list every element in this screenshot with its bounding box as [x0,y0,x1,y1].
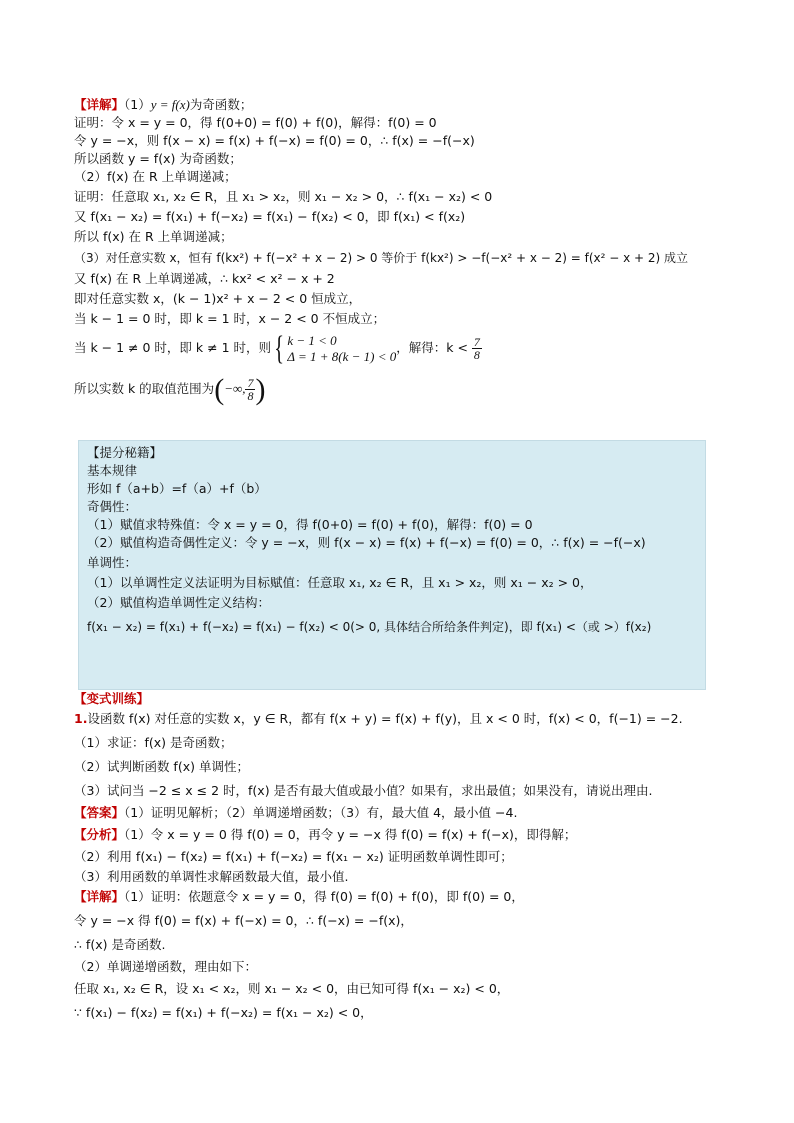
solution-line-11: 即对任意实数 x，(k − 1)x² + x − 2 < 0 恒成立， [74,291,362,306]
answer-line: 【答案】（1）证明见解析；（2）单调递增函数；（3）有，最大值 4，最小值 −4. [74,805,518,820]
tips-line: 基本规律 [87,463,138,478]
analysis-line-3: （3）利用函数的单调性求解函数最大值，最小值. [74,869,349,884]
solution-line-3: 令 y = −x，则 f(x − x) = f(x) + f(−x) = f(0) = 0，∴ f(x) = −f(−x) [74,133,475,148]
question-part-3: （3）试问当 −2 ≤ x ≤ 2 时，f(x) 是否有最大值或最小值？如果有，求出最值；如果没有，请说出理由. [74,783,653,798]
solution-line-4: 所以函数 y = f(x) 为奇函数； [74,151,242,166]
detail-line-2: 令 y = −x 得 f(0) = f(x) + f(−x) = 0，∴ f(−x) = −f(x)， [74,913,413,928]
question-part-2: （2）试判断函数 f(x) 单调性； [74,759,249,774]
fraction-range-bound: $\frac{7}{8}$ [247,376,254,403]
tips-line: （2）赋值构造奇偶性定义：令 y = −x，则 f(x − x) = f(x) + f(−x) = f(0) = 0，∴ f(x) = −f(−x) [87,535,646,550]
detail-line-4: （2）单调递增函数，理由如下： [74,959,257,974]
exercise-title: 【变式训练】 [74,691,150,706]
tips-line: 单调性： [87,555,138,570]
detail-line-6: ∵ f(x₁) − f(x₂) = f(x₁) + f(−x₂) = f(x₁ − x₂) < 0， [74,1005,373,1020]
solution-line-6: 证明：任意取 x₁, x₂ ∈ R，且 x₁ > x₂，则 x₁ − x₂ > 0，∴ f(x₁ − x₂) < 0 [74,189,493,204]
detail-line-5: 任取 x₁, x₂ ∈ R，设 x₁ < x₂，则 x₁ − x₂ < 0，由已知可得 f(x₁ − x₂) < 0， [74,981,510,996]
tips-line: 奇偶性： [87,499,138,514]
tips-title: 【提分秘籍】 [87,445,163,460]
tips-line: （1）赋值求特殊值：令 x = y = 0，得 f(0+0) = f(0) + f(0)，解得：f(0) = 0 [87,517,533,532]
solution-line-1: 【详解】（1）y = f(x)为奇函数； [74,97,253,112]
detail-tag: 【详解】 [74,97,125,112]
tips-box [78,440,706,690]
tips-line: （1）以单调性定义法证明为目标赋值：任意取 x₁, x₂ ∈ R，且 x₁ > x₂，则 x₁ − x₂ > 0， [87,575,593,590]
solution-line-5: （2）f(x) 在 R 上单调递减； [74,169,237,184]
analysis-line-2: （2）利用 f(x₁) − f(x₂) = f(x₁) + f(−x₂) = f(x₁ − x₂) 证明函数单调性即可； [74,849,513,864]
tips-line: （2）赋值构造单调性定义结构： [87,595,270,610]
solution-line-14: 所以实数 k 的取值范围为(−∞, $\frac{7}{8}$ ) [74,372,266,406]
fraction-seven-eighths: $\frac{7}{8}$ [473,335,480,362]
detail-line-3: ∴ f(x) 是奇函数. [74,937,166,952]
solution-line-13: 当 k − 1 ≠ 0 时，即 k ≠ 1 时，则{ k − 1 < 0 Δ = 1 + 8(k − 1) < 0 ，解得：k < $\frac{7}{8}$ [74,329,480,367]
question-part-1: （1）求证：f(x) 是奇函数； [74,735,233,750]
question-stem: 1.设函数 f(x) 对任意的实数 x，y ∈ R，都有 f(x + y) = f(x) + f(y)，且 x < 0 时，f(x) < 0，f(−1) = −2. [74,711,683,726]
solution-line-9: （3）对任意实数 x，恒有 f(kx²) + f(−x² + x − 2) > 0 等价于 f(kx²) > −f(−x² + x − 2) = f(x² − x + 2) 成立 [74,251,689,265]
solution-line-2: 证明：令 x = y = 0，得 f(0+0) = f(0) + f(0)，解得：f(0) = 0 [74,115,437,130]
detail-line-1: 【详解】（1）证明：依题意令 x = y = 0，得 f(0) = f(0) + f(0)，即 f(0) = 0， [74,889,524,904]
question-number: 1. [74,711,88,726]
tips-line: f(x₁ − x₂) = f(x₁) + f(−x₂) = f(x₁) − f(x₂) < 0(> 0, 具体结合所给条件判定)，即 f(x₁) <（或 >）f(x₂) [87,620,652,634]
solution-line-10: 又 f(x) 在 R 上单调递减，∴ kx² < x² − x + 2 [74,271,335,286]
tips-line: 形如 f（a+b）=f（a）+f（b） [87,481,267,496]
solution-line-12: 当 k − 1 = 0 时，即 k = 1 时，x − 2 < 0 不恒成立； [74,311,386,326]
analysis-line-1: 【分析】（1）令 x = y = 0 得 f(0) = 0，再令 y = −x 得 f(0) = f(x) + f(−x)，即得解； [74,827,577,842]
solution-line-7: 又 f(x₁ − x₂) = f(x₁) + f(−x₂) = f(x₁) − f(x₂) < 0，即 f(x₁) < f(x₂) [74,209,466,224]
solution-line-8: 所以 f(x) 在 R 上单调递减； [74,229,233,244]
inequality-system: k − 1 < 0 Δ = 1 + 8(k − 1) < 0 [287,332,397,364]
